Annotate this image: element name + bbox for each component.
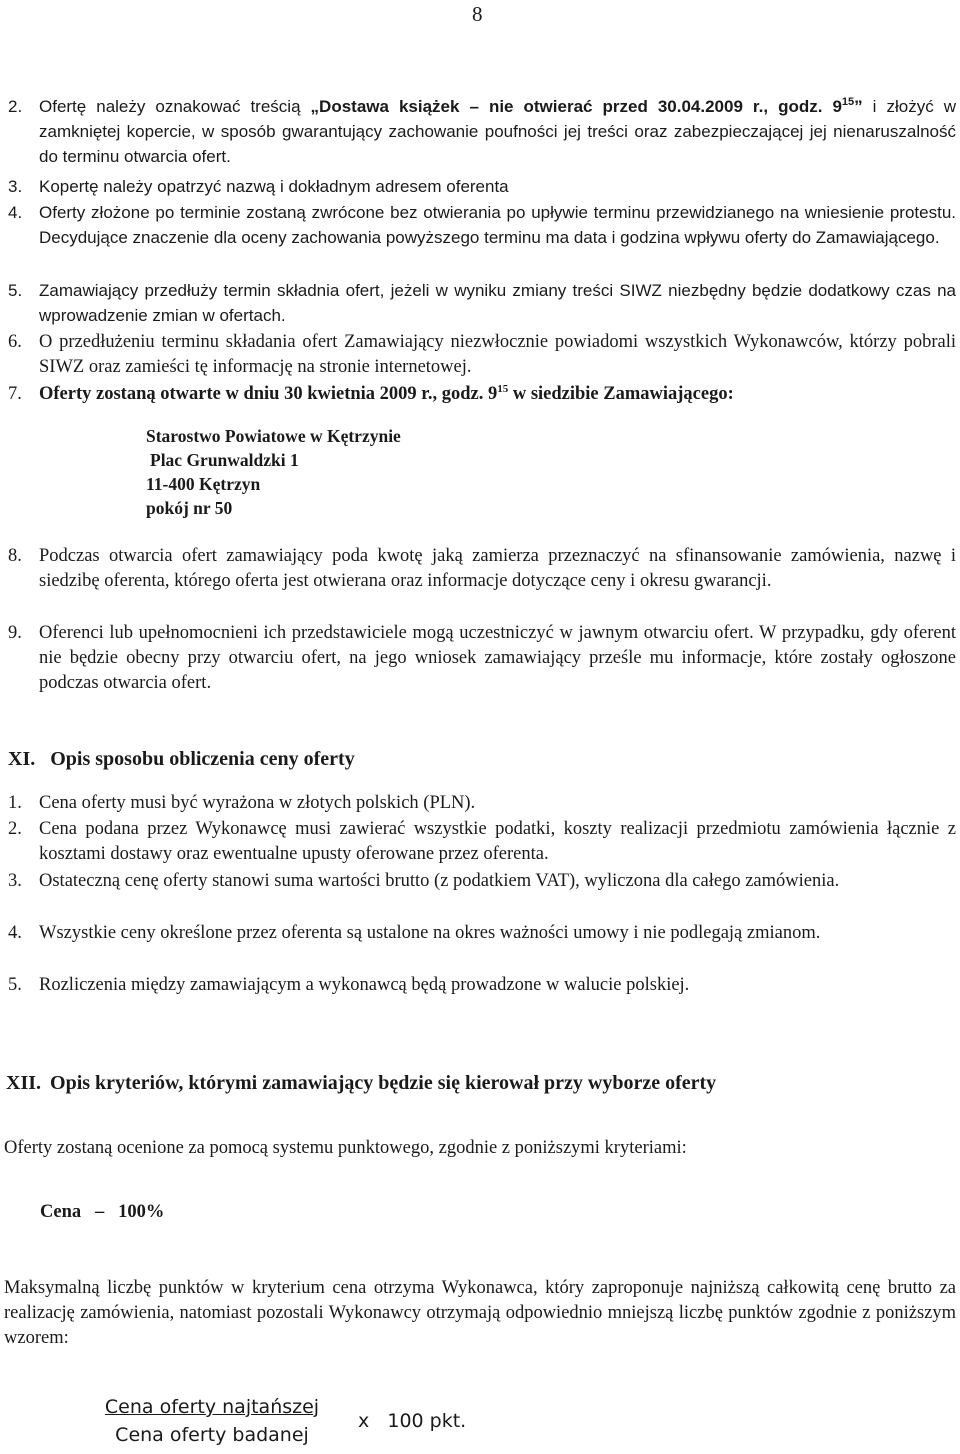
list-item-5: [8, 278, 956, 328]
list-number: 3.: [8, 871, 22, 891]
list-text: i złożyć w zamkniętej kopercie, w sposób gwarantujący zachowanie poufności jej treści oraz zabezpieczającej jej nienaruszalność do terminu otwarcia ofert.: [39, 97, 956, 166]
section-number: XI.: [8, 748, 36, 770]
list-number: 7.: [8, 384, 22, 404]
list-number: 4.: [8, 923, 22, 943]
list-item-8: [8, 544, 956, 594]
list-number: 6.: [8, 332, 22, 352]
list-number: 5.: [8, 975, 22, 995]
list-text: Cena oferty musi być wyrażona w złotych polskich (PLN).: [39, 793, 476, 813]
list-text: Podczas otwarcia ofert zamawiający poda kwotę jaką zamierza przeznaczyć na sfinansowanie zamówienia, nazwę i siedzibę oferenta, którego oferta jest otwierana oraz informacje dotyczące ceny i okresu gwarancji.: [39, 546, 956, 591]
formula-multiplier: x 100 pkt.: [358, 1410, 467, 1432]
criteria-intro: Oferty zostaną ocenione za pomocą systemu punktowego, zgodnie z poniższymi kryteriami:: [4, 1138, 687, 1158]
list-item-9: [8, 621, 956, 696]
list-item-3: [8, 174, 956, 199]
scoring-description: Maksymalną liczbę punktów w kryterium cena otrzyma Wykonawca, który zaproponuje najniższą całkowitą cenę brutto za realizację zamówienia, natomiast pozostali Wykonawcy otrzymają odpowiednio mniejszą liczbę punktów zgodnie z poniższym wzorem:: [4, 1278, 956, 1348]
list-number: 4.: [8, 203, 23, 222]
section-title: Opis kryteriów, którymi zamawiający będzie się kierował przy wyborze oferty: [50, 1072, 717, 1094]
address-line-1: Starostwo Powiatowe w Kętrzynie: [146, 426, 401, 446]
superscript: 15: [497, 383, 509, 395]
list-text: Ostateczną cenę oferty stanowi suma wartości brutto (z podatkiem VAT), wyliczona dla całego zamówienia.: [39, 871, 840, 891]
xi-item-3: [8, 869, 956, 894]
list-text: Ofertę należy oznakować treścią: [39, 97, 311, 116]
list-number: 9.: [8, 623, 22, 643]
list-number: 2.: [8, 819, 22, 839]
list-item-2: [8, 94, 956, 169]
list-item-6: [8, 330, 956, 380]
list-text: Kopertę należy opatrzyć nazwą i dokładnym adresem oferenta: [39, 177, 509, 196]
address-line-3: 11-400 Kętrzyn: [146, 474, 261, 494]
list-text: Wszystkie ceny określone przez oferenta są ustalone na okres ważności umowy i nie podlegają zmianom.: [39, 923, 821, 943]
formula-denominator: Cena oferty badanej: [115, 1424, 309, 1446]
criterion-price: Cena – 100%: [40, 1202, 165, 1222]
address-line-4: pokój nr 50: [146, 498, 233, 518]
list-number: 8.: [8, 546, 22, 566]
list-text-bold: Oferty zostaną otwarte w dniu 30 kwietnia 2009 r., godz. $9^{15}$ w siedzibie Zamawiającego:: [39, 383, 734, 404]
list-text-bold: „Dostawa książek – nie otwierać przed 30.04.2009 r., godz. $9^{15}$”: [310, 96, 863, 116]
list-text: Zamawiający przedłuży termin składnia ofert, jeżeli w wyniku zmiany treści SIWZ niezbędny będzie dodatkowy czas na wprowadzenie zmian w ofertach.: [39, 281, 956, 325]
list-number: 2.: [8, 97, 23, 116]
section-number: XII.: [6, 1072, 42, 1094]
address-line-2: Plac Grunwaldzki 1: [150, 450, 299, 470]
xi-item-1: [8, 791, 956, 816]
list-number: 5.: [8, 281, 23, 300]
section-heading-xii: [6, 1072, 716, 1095]
section-heading-xi: [8, 748, 355, 771]
formula-numerator: Cena oferty najtańszej: [104, 1396, 320, 1418]
superscript: 15: [841, 96, 855, 108]
section-title: Opis sposobu obliczenia ceny oferty: [50, 748, 355, 770]
page-number: 8: [472, 2, 483, 26]
list-item-7: [8, 382, 956, 407]
xi-item-2: [8, 817, 956, 867]
list-text: Cena podana przez Wykonawcę musi zawierać wszystkie podatki, koszty realizacji przedmiotu zamówienia łącznie z kosztami dostawy oraz ewentualne upusty oferowane przez oferenta.: [39, 819, 956, 864]
list-number: 3.: [8, 177, 23, 196]
list-text: Oferenci lub upełnomocnieni ich przedstawiciele mogą uczestniczyć w jawnym otwarciu ofert. W przypadku, gdy oferent nie będzie obecny przy otwarciu ofert, na jego wniosek zamawiający prześle mu informacje, które zostały ogłoszone podczas otwarcia ofert.: [39, 623, 956, 693]
xi-item-4: [8, 921, 956, 946]
xi-item-5: [8, 973, 956, 998]
scoring-formula: [100, 1396, 520, 1452]
list-item-4: [8, 200, 956, 250]
list-text: Oferty złożone po terminie zostaną zwrócone bez otwierania po upływie terminu przewidzianego na wniesienie protestu. Decydujące znaczenie dla oceny zachowania powyższego terminu ma data i godzina wpływu oferty do Zamawiającego.: [39, 203, 956, 247]
list-text: O przedłużeniu terminu składania ofert Zamawiający niezwłocznie powiadomi wszystkich Wykonawców, którzy pobrali SIWZ oraz zamieści tę informację na stronie internetowej.: [39, 332, 956, 377]
list-number: 1.: [8, 793, 22, 813]
list-text: Rozliczenia między zamawiającym a wykonawcą będą prowadzone w walucie polskiej.: [39, 975, 690, 995]
